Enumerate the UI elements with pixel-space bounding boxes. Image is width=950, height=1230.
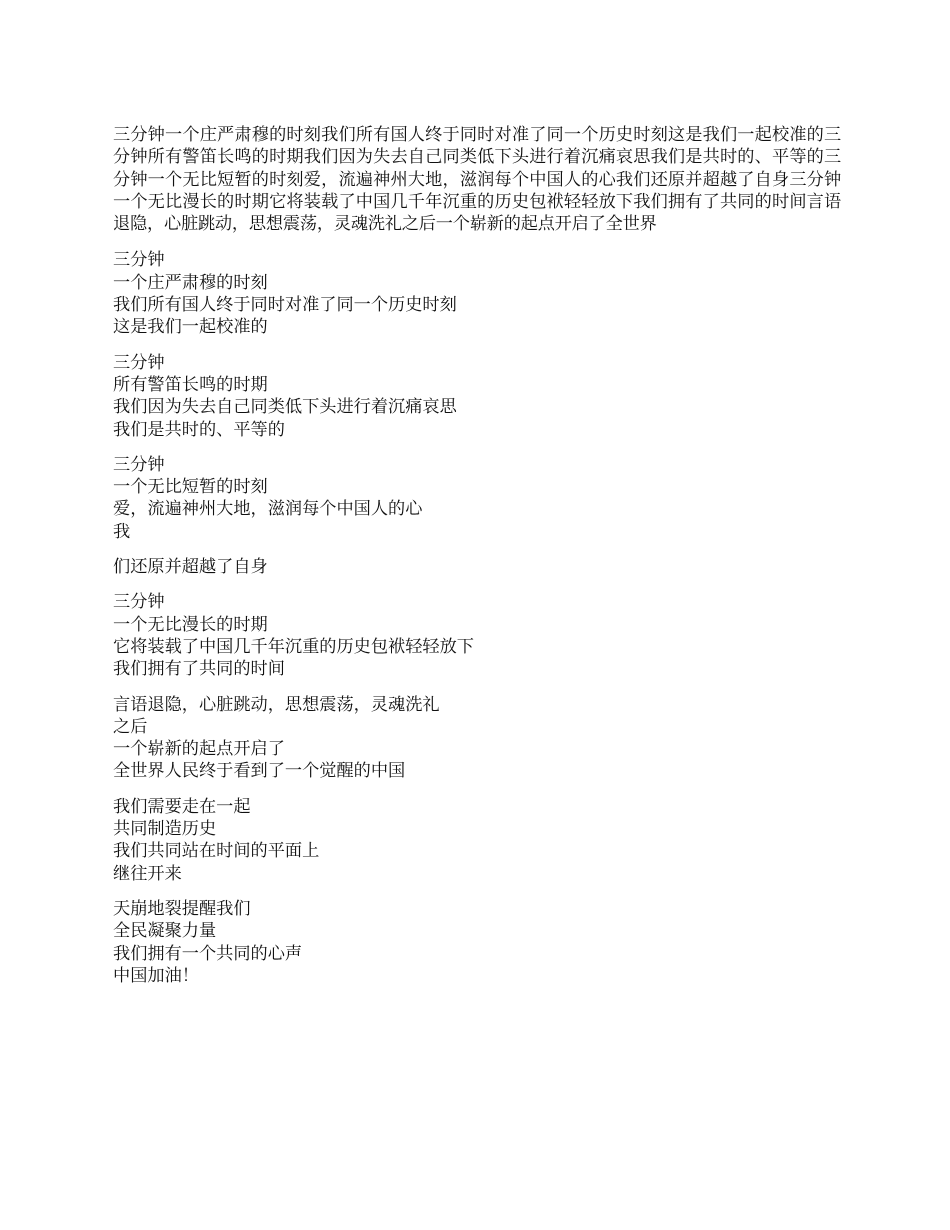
poem-line: 言语退隐，心脏跳动，思想震荡，灵魂洗礼 — [113, 694, 440, 715]
poem-line: 我们拥有一个共同的心声 — [113, 943, 303, 964]
poem-line: 三分钟 — [113, 592, 165, 613]
poem-line: 之后 — [113, 716, 148, 737]
poem-line: 一个无比漫长的时期 — [113, 614, 268, 635]
poem-line: 我们共同站在时间的平面上 — [113, 841, 320, 862]
stanza-3 — [113, 454, 841, 543]
stanza-5 — [113, 591, 841, 680]
poem-line: 三分钟 — [113, 352, 165, 373]
poem-line: 我们因为失去自己同类低下头进行着沉痛哀思 — [113, 397, 457, 418]
poem-line: 爱，流遍神州大地，滋润每个中国人的心 — [113, 499, 423, 520]
poem-line: 三分钟 — [113, 454, 165, 475]
stanza-2 — [113, 352, 841, 441]
poem-line: 继往开来 — [113, 863, 182, 884]
poem-line: 一个崭新的起点开启了 — [113, 739, 285, 760]
poem-line: 这是我们一起校准的 — [113, 317, 268, 338]
poem-line: 们还原并超越了自身 — [113, 557, 268, 578]
stanza-1 — [113, 249, 841, 338]
poem-line: 共同制造历史 — [113, 819, 217, 840]
poem-line: 一个无比短暂的时刻 — [113, 477, 268, 498]
intro-paragraph: 三分钟一个庄严肃穆的时刻我们所有国人终于同时对准了同一个历史时刻这是我们一起校准的三分钟所有警笛长鸣的时期我们因为失去自己同类低下头进行着沉痛哀思我们是共时的、平等的三分钟一个无比短暂的时刻爱，流遍神州大地，滋润每个中国人的心我们还原并超越了自身三分钟一个无比漫长的时期它将装载了中国几千年沉重的历史包袱轻轻放下我们拥有了共同的时间言语退隐，心脏跳动，思想震荡，灵魂洗礼之后一个崭新的起点开启了全世界 — [113, 125, 841, 235]
stanza-4 — [113, 556, 841, 578]
stanza-6 — [113, 694, 841, 783]
poem-line: 中国加油！ — [113, 965, 199, 986]
poem-line: 我们所有国人终于同时对准了同一个历史时刻 — [113, 295, 457, 316]
poem-line: 我们是共时的、平等的 — [113, 419, 285, 440]
document-page — [113, 124, 841, 1000]
poem-line: 一个庄严肃穆的时刻 — [113, 272, 268, 293]
poem-line: 天崩地裂提醒我们 — [113, 898, 251, 919]
poem-line: 所有警笛长鸣的时期 — [113, 374, 268, 395]
poem-line: 三分钟 — [113, 250, 165, 271]
poem-line: 我们需要走在一起 — [113, 796, 251, 817]
stanza-7 — [113, 796, 841, 885]
stanza-8 — [113, 898, 841, 987]
poem-line: 全民凝聚力量 — [113, 921, 217, 942]
poem-line: 全世界人民终于看到了一个觉醒的中国 — [113, 761, 406, 782]
poem-line: 我们拥有了共同的时间 — [113, 659, 285, 680]
poem-line: 它将装载了中国几千年沉重的历史包袱轻轻放下 — [113, 636, 474, 657]
poem-line: 我 — [113, 521, 131, 542]
